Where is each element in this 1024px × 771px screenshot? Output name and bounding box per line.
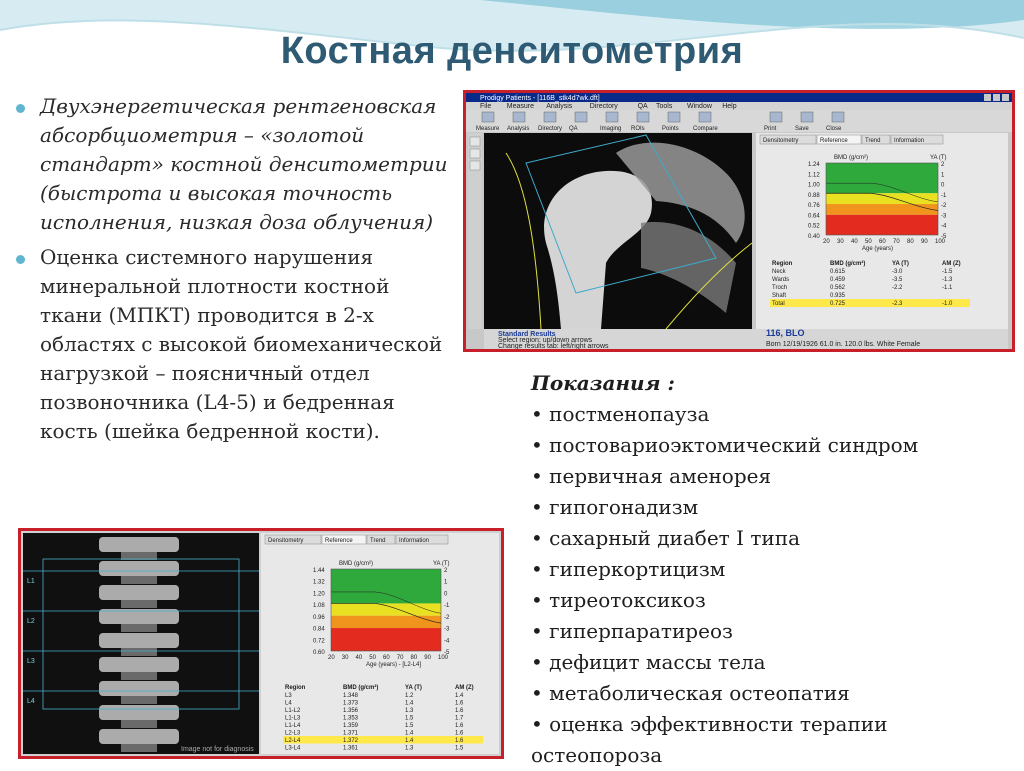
toolbar-button-label[interactable]: Directory <box>538 126 563 132</box>
x-tick-label: 100 <box>935 239 946 245</box>
window-title: Prodigy Patients - [116B_stk4d7wk.dft] <box>480 95 600 102</box>
y-tick-label: 0.96 <box>313 614 325 621</box>
zoom-tool-icon[interactable] <box>470 149 480 158</box>
table-cell: L3 <box>285 693 292 699</box>
zone-band <box>331 628 441 651</box>
t-tick-label: 2 <box>941 162 945 168</box>
menu-item[interactable]: Window <box>687 103 712 110</box>
results-tab-label: Densitometry <box>763 138 799 144</box>
table-header: AM (Z) <box>942 261 961 267</box>
y-tick-label: 1.12 <box>808 172 820 179</box>
table-cell: -1.3 <box>942 277 953 283</box>
pointer-tool-icon[interactable] <box>470 137 480 146</box>
t-tick-label: -3 <box>444 626 450 633</box>
toolbar-icon[interactable] <box>832 112 844 122</box>
x-tick-label: 30 <box>341 655 349 661</box>
x-tick-label: 50 <box>865 239 872 245</box>
menu-item[interactable]: Help <box>722 103 737 110</box>
y-tick-label: 0.84 <box>313 626 325 633</box>
table-cell: 1.372 <box>343 738 359 744</box>
toolbar-button-label[interactable]: Analysis <box>507 126 530 132</box>
indications-block <box>531 368 1011 771</box>
y-tick-label: 0.72 <box>313 638 325 645</box>
menu-item[interactable]: Measure <box>506 103 535 110</box>
table-cell: 1.3 <box>405 745 414 752</box>
table-cell: L2-L3 <box>285 730 301 737</box>
t-tick-label: -5 <box>941 234 947 240</box>
indication-item: • оценка эффективности терапии остеопороза <box>531 712 888 767</box>
table-cell: L4 <box>285 700 292 707</box>
t-tick-label: -1 <box>941 192 947 199</box>
toolbar-button-label[interactable]: Measure <box>476 126 500 132</box>
indication-item: • гипогонадизм <box>531 495 699 519</box>
x-tick-label: 30 <box>837 239 844 245</box>
x-tick-label: 90 <box>424 655 431 661</box>
table-cell: 1.6 <box>455 723 464 729</box>
toolbar-button-label[interactable]: Compare <box>693 126 718 132</box>
table-cell: 1.353 <box>343 715 359 722</box>
indication-item: • гиперпаратиреоз <box>531 619 733 643</box>
hip-results-tabs <box>760 135 943 144</box>
vertebra-label: L3 <box>27 658 35 665</box>
vertebra-label: L1 <box>27 578 35 585</box>
toolbar-button-label[interactable]: Imaging <box>600 126 622 132</box>
toolbar-button-label[interactable]: QA <box>569 126 578 132</box>
indication-item: • дефицит массы тела <box>531 650 766 674</box>
table-cell: 1.373 <box>343 700 359 707</box>
menu-bar <box>480 103 737 110</box>
table-cell: 0.725 <box>830 301 846 307</box>
x-tick-label: 60 <box>879 239 886 245</box>
zone-band <box>826 215 938 235</box>
table-cell: 1.2 <box>405 693 414 699</box>
vertebra-label: L2 <box>27 618 35 625</box>
table-cell: -1.0 <box>942 301 953 307</box>
y-tick-label: 0.88 <box>808 192 820 199</box>
table-cell: L1-L4 <box>285 723 301 729</box>
indication-item: • постовариоэктомический синдром <box>531 433 919 457</box>
y-tick-label: 0.52 <box>808 223 820 230</box>
y-tick-label: 1.00 <box>808 182 820 189</box>
table-cell: 1.356 <box>343 708 359 714</box>
x-tick-label: 80 <box>907 239 914 245</box>
table-header: AM (Z) <box>455 685 474 691</box>
x-tick-label: 40 <box>355 655 363 661</box>
bullet-item-assessment: Оценка системного нарушения минеральной плотности костной ткани (МПКТ) проводится в 2-х областях с высокой биомеханической нагрузкой – поясничный отдел позвоночника (L4-5) и бедренная кость (шейка бедренной кости). <box>14 243 454 446</box>
ya-axis-label: YA (T) <box>433 561 450 567</box>
x-tick-label: 80 <box>410 655 418 661</box>
table-cell: 0.935 <box>830 293 846 299</box>
table-cell: 1.4 <box>455 693 464 699</box>
patient-id: 116, BLO <box>766 328 805 338</box>
indication-item: • метаболическая остеопатия <box>531 681 850 705</box>
t-tick-label: 0 <box>941 182 945 189</box>
zone-band <box>826 204 938 215</box>
table-cell: -1.1 <box>942 285 953 291</box>
toolbar-button-label[interactable]: Points <box>662 126 679 132</box>
table-cell: Troch <box>772 285 788 291</box>
table-cell: -3.5 <box>892 277 903 283</box>
window-minimize-icon[interactable] <box>984 94 991 101</box>
t-tick-label: -4 <box>444 638 450 645</box>
results-tab-label: Reference <box>820 138 848 144</box>
t-tick-label: -3 <box>941 213 947 220</box>
zone-band <box>331 569 441 603</box>
toolbar-icon[interactable] <box>482 112 494 122</box>
bullet-list <box>14 92 454 452</box>
table-cell: L2-L4 <box>285 738 301 744</box>
x-tick-label: 60 <box>383 655 390 661</box>
zone-band <box>826 163 938 193</box>
indications-title: Показания : <box>531 371 675 395</box>
table-header: Region <box>772 261 793 267</box>
table-cell: 1.6 <box>455 738 464 744</box>
t-tick-label: -1 <box>444 603 450 610</box>
table-header: Region <box>285 685 306 691</box>
x-axis-label: Age (years) <box>862 246 894 252</box>
indication-item: • первичная аменорея <box>531 464 772 488</box>
table-header: BMD (g/cm²) <box>343 685 379 691</box>
x-tick-label: 100 <box>438 655 449 661</box>
toolbar-icon[interactable] <box>606 112 618 122</box>
spine-densitometry-screenshot <box>18 528 504 759</box>
toolbar-button-label[interactable]: Save <box>795 126 809 132</box>
toolbar-button-label[interactable]: Close <box>826 126 842 132</box>
y-tick-label: 1.32 <box>313 579 325 586</box>
table-cell: -3.0 <box>892 269 903 275</box>
y-tick-label: 0.76 <box>808 203 820 210</box>
menu-item[interactable]: Tools <box>656 103 673 110</box>
toolbar-icon[interactable] <box>513 112 525 122</box>
indication-item: • тиреотоксикоз <box>531 588 706 612</box>
hand-tool-icon[interactable] <box>470 161 480 170</box>
table-cell: 1.361 <box>343 745 359 752</box>
table-cell: -1.5 <box>942 269 953 275</box>
menu-item[interactable]: Directory <box>589 103 618 110</box>
t-tick-label: -5 <box>444 650 450 656</box>
table-cell: 0.459 <box>830 277 846 283</box>
image-note: Image not for diagnosis <box>181 746 254 753</box>
toolbar-icon[interactable] <box>575 112 587 122</box>
table-cell: -2.3 <box>892 301 903 307</box>
highlight-row <box>283 736 483 744</box>
indications-list <box>531 399 1011 771</box>
bullet-item-dxa: Двухэнергетическая рентгеновская абсорбциометрия – «золотой стандарт» костной денситометрии (быстрота и высокая точность исполнения, низкая доза облучения) <box>14 92 454 237</box>
t-tick-label: 0 <box>444 591 448 598</box>
toolbar-icon[interactable] <box>699 112 711 122</box>
table-cell: 1.359 <box>343 723 359 729</box>
toolbar-icon[interactable] <box>801 112 813 122</box>
spine-results-tabs <box>265 535 448 544</box>
table-header: YA (T) <box>405 685 422 691</box>
table-header: BMD (g/cm²) <box>830 261 866 267</box>
t-tick-label: 2 <box>444 568 448 574</box>
table-cell: Total <box>772 301 785 307</box>
bmd-axis-label: BMD (g/cm²) <box>834 155 868 161</box>
table-cell: 1.6 <box>455 708 464 714</box>
y-tick-label: 0.60 <box>313 650 325 656</box>
y-tick-label: 1.44 <box>313 568 325 574</box>
toolbar-button-label[interactable]: Print <box>764 126 777 132</box>
results-tab-label: Information <box>399 538 430 544</box>
highlight-row <box>770 299 970 307</box>
t-tick-label: 1 <box>941 172 945 179</box>
table-cell: 1.371 <box>343 730 359 737</box>
menu-item[interactable]: Analysis <box>546 103 573 110</box>
table-cell: Shaft <box>772 293 787 299</box>
t-tick-label: -4 <box>941 223 947 230</box>
bmd-axis-label: BMD (g/cm²) <box>339 561 373 567</box>
ya-axis-label: YA (T) <box>930 155 947 161</box>
indication-item: • сахарный диабет I типа <box>531 526 800 550</box>
table-header: YA (T) <box>892 261 909 267</box>
toolbar-button-label[interactable]: ROIs <box>631 126 645 132</box>
results-tab-label: Information <box>894 138 925 144</box>
table-cell: 1.4 <box>405 738 414 744</box>
t-tick-label: -2 <box>444 614 450 621</box>
toolbar-icon[interactable] <box>637 112 649 122</box>
toolbar-icon[interactable] <box>770 112 782 122</box>
table-cell: 1.6 <box>455 730 464 737</box>
results-tab-label: Reference <box>325 538 353 544</box>
zone-band <box>331 603 441 615</box>
toolbar-icon[interactable] <box>668 112 680 122</box>
y-tick-label: 1.08 <box>313 603 325 610</box>
y-tick-label: 1.20 <box>313 591 325 598</box>
status-line-1: Select region: up/down arrows <box>498 337 593 344</box>
table-cell: 1.6 <box>455 700 464 707</box>
results-tab-label: Trend <box>370 538 386 544</box>
table-cell: -2.2 <box>892 285 903 291</box>
t-tick-label: -2 <box>941 203 947 210</box>
status-line-2: Change results tab: left/right arrows <box>498 343 609 349</box>
table-cell: 1.7 <box>455 715 464 722</box>
table-cell: L1-L2 <box>285 708 301 714</box>
table-cell: Neck <box>772 269 786 275</box>
table-cell: 1.5 <box>405 715 414 722</box>
slide-title: Костная денситометрия <box>280 30 744 72</box>
table-cell: 1.5 <box>455 745 464 752</box>
status-title: Standard Results <box>498 331 556 338</box>
results-tab-label: Trend <box>865 138 881 144</box>
zone-band <box>331 616 441 628</box>
patient-info: Born 12/19/1926 61.0 in. 120.0 lbs. White Female <box>766 341 921 348</box>
table-cell: 1.4 <box>405 730 414 737</box>
window-maximize-icon[interactable] <box>993 94 1000 101</box>
vertebra-label: L4 <box>27 698 35 705</box>
table-cell: L3-L4 <box>285 745 301 752</box>
y-tick-label: 0.64 <box>808 213 820 220</box>
indication-item: • гиперкортицизм <box>531 557 726 581</box>
table-cell: 0.615 <box>830 269 846 275</box>
x-tick-label: 70 <box>893 239 900 245</box>
t-tick-label: 1 <box>444 579 448 586</box>
x-tick-label: 20 <box>328 655 335 661</box>
table-cell: L1-L3 <box>285 715 301 722</box>
x-tick-label: 50 <box>369 655 376 661</box>
table-cell: 1.5 <box>405 723 414 729</box>
window-close-icon[interactable] <box>1002 94 1009 101</box>
table-cell: 0.562 <box>830 285 846 291</box>
x-tick-label: 40 <box>851 239 858 245</box>
y-tick-label: 1.24 <box>808 162 820 168</box>
table-cell: 1.4 <box>405 700 414 707</box>
y-tick-label: 0.40 <box>808 234 820 240</box>
x-tick-label: 20 <box>823 239 830 245</box>
table-cell: 1.348 <box>343 693 359 699</box>
hip-densitometry-screenshot <box>463 90 1015 352</box>
menu-item[interactable]: File <box>480 103 492 110</box>
indication-item: • постменопауза <box>531 402 710 426</box>
x-tick-label: 70 <box>396 655 404 661</box>
table-cell: Wards <box>772 277 790 283</box>
menu-item[interactable]: QA <box>637 103 648 110</box>
x-axis-label: Age (years) - [L2-L4] <box>366 662 422 668</box>
results-tab-label: Densitometry <box>268 538 304 544</box>
table-cell: 1.3 <box>405 708 414 714</box>
x-tick-label: 90 <box>921 239 928 245</box>
toolbar-icon[interactable] <box>544 112 556 122</box>
